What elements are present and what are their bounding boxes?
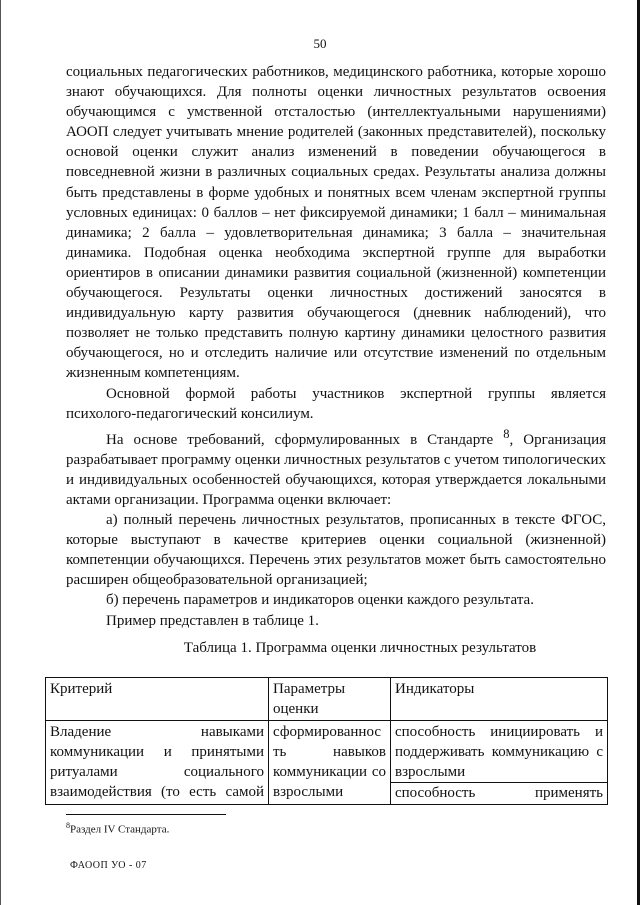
header-indicators: Индикаторы	[391, 678, 608, 721]
table-row	[46, 721, 608, 805]
cell-indicators	[391, 721, 608, 805]
paragraph-consilium: Основной формой работы участников экспертной группы является психолого-педагогический консилиум.	[66, 385, 606, 422]
header-parameters: Параметры оценки	[269, 678, 391, 721]
indicator-apply: способность применять	[391, 782, 607, 803]
footnote-reference[interactable]: 8	[503, 426, 510, 441]
table-header-row	[46, 678, 608, 721]
header-criterion: Критерий	[46, 678, 269, 721]
footnote	[66, 821, 169, 836]
list-item-b: б) перечень параметров и индикаторов оценки каждого результата.	[106, 592, 534, 609]
table-caption: Таблица 1. Программа оценки личностных результатов	[183, 640, 537, 656]
example-line: Пример представлен в таблице 1.	[106, 612, 319, 629]
footnote-text: Раздел IV Стандарта.	[70, 823, 170, 836]
assessment-table	[45, 677, 608, 805]
page-number: 50	[313, 36, 327, 51]
footnote-divider	[66, 814, 226, 815]
cell-criterion: Владение навыками коммуникации и принятыми ритуалами социального взаимодействия (то есть самой	[46, 721, 269, 805]
paragraph-program-start: На основе требований, сформулированных в Стандарте	[106, 431, 494, 448]
footer-code: ФАООП УО - 07	[70, 860, 147, 871]
paragraph-continuation: социальных педагогических работников, медицинского работника, которые хорошо знают обучающихся. Для полноты оценки личностных результатов освоения обучающимся с умственной отсталостью (интеллектуальными нарушениями) АООП следует учитывать мнение родителей (законных представителей), поскольку основой оценки служит анализ изменений в поведении обучающегося в повседневной жизни в различных социальных средах. Результаты анализа должны быть представлены в форме удобных и понятных всем членам экспертной группы условных единицах: 0 баллов – нет фиксируемой динамики; 1 балл – минимальная динамика; 2 балла – удовлетворительная динамика; 3 балла – значительная динамика. Подобная оценка необходима экспертной группе для выработки ориентиров в описании динамики развития социальной (жизненной) компетенции обучающегося. Результаты оценки личностных достижений заносятся в индивидуальную карту развития обучающегося (дневник наблюдений), что позволяет не только представить полную картину динамики целостного развития обучающегося, но и отследить наличие или отсутствие изменений по отдельным жизненным компетенциям.	[66, 64, 606, 382]
cell-parameter: сформированнос ть навыков коммуникации со взрослыми	[269, 721, 391, 805]
footnote-number: 8	[66, 821, 70, 830]
document-body	[66, 62, 606, 631]
page-left-edge	[0, 0, 1, 905]
paragraph-program-end: , Организация разрабатывает программу оценки личностных результатов с учетом типологических и индивидуальных особенностей обучающихся, которая утверждается локальными актами организации. Программа оценки включает:	[66, 431, 607, 508]
list-item-a: а) полный перечень личностных результатов, прописанных в тексте ФГОС, которые выступают в качестве критериев оценки социальной (жизненной) компетенции обучающихся. Перечень этих результатов может быть самостоятельно расширен общеобразовательной организацией;	[66, 512, 606, 589]
paragraph-program	[66, 424, 606, 510]
indicator-initiate: способность инициировать и поддерживать коммуникацию с взрослыми	[395, 724, 603, 780]
